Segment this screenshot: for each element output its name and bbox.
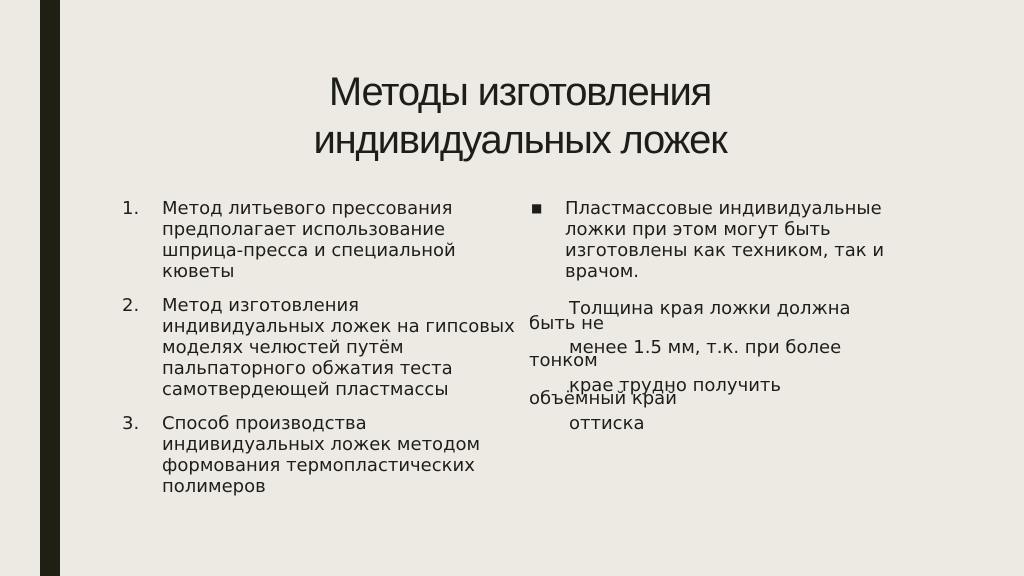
note-line-indented: оттиска	[569, 413, 645, 434]
list-item	[122, 198, 522, 282]
list-item-text: Метод литьевого прессования предполагает использование шприца-пресса и специальной кюветы	[162, 198, 456, 282]
note-line-indented: менее 1.5 мм, т.к. при более	[569, 337, 842, 358]
note-line-indented: крае трудно получить	[569, 375, 782, 396]
notes-column	[528, 198, 928, 282]
list-item-number: 2.	[122, 295, 140, 316]
list-item	[122, 413, 522, 497]
list-item-number: 1.	[122, 198, 140, 219]
methods-list	[122, 198, 522, 510]
note-line-indented: Толщина края ложки должна	[569, 298, 851, 319]
list-item-text: Способ производства индивидуальных ложек методом формования термопластических полимеров	[162, 413, 481, 497]
list-item-number: 3.	[122, 413, 140, 434]
note-line-left: быть не	[529, 313, 604, 334]
title-line-1: Методы изготовления	[328, 70, 712, 114]
slide-title	[150, 68, 890, 164]
list-item-text: Метод изготовления индивидуальных ложек на гипсовых моделях челюстей путём пальпаторного обжатия теста самотвердеющей пластмассы	[162, 295, 515, 400]
list-item	[122, 295, 522, 400]
decorative-side-bar	[40, 0, 60, 576]
square-bullet-icon: ■	[531, 201, 543, 215]
bullet-item	[528, 198, 928, 282]
note-line-left: объёмный край	[529, 388, 677, 409]
title-line-2: индивидуальных ложек	[313, 118, 727, 162]
bullet-text: Пластмассовые индивидуальные ложки при этом могут быть изготовлены как техником, так и врачом.	[565, 198, 885, 282]
note-line-left: тонком	[529, 350, 598, 371]
